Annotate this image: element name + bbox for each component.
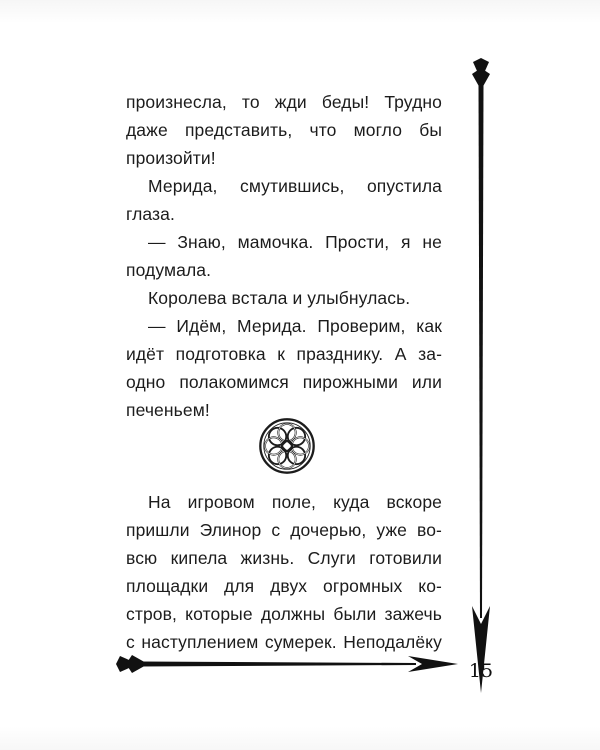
text-line: На игровом поле, куда вскоре bbox=[148, 492, 442, 512]
text-line: произойти! bbox=[126, 148, 216, 168]
paragraph bbox=[126, 312, 442, 424]
text-line: — Идём, Мерида. Проверим, как bbox=[148, 316, 442, 336]
bleed-through-bottom bbox=[0, 726, 600, 750]
paragraph bbox=[126, 228, 442, 284]
text-line: стров, которые должны были зажечь bbox=[126, 604, 442, 624]
text-block-top bbox=[126, 88, 442, 424]
paragraph bbox=[126, 284, 442, 312]
paragraph bbox=[126, 172, 442, 228]
text-line: печеньем! bbox=[126, 400, 210, 420]
text-line: даже представить, что могло бы bbox=[126, 120, 442, 140]
page-number: 15 bbox=[468, 660, 494, 682]
arrow-vertical-icon bbox=[468, 58, 494, 693]
paragraph bbox=[126, 88, 442, 172]
text-line: — Знаю, мамочка. Прости, я не bbox=[148, 232, 442, 252]
text-block-bottom bbox=[126, 488, 442, 656]
bleed-through-top bbox=[0, 0, 600, 24]
arrow-horizontal-icon bbox=[116, 651, 458, 677]
celtic-knot-icon bbox=[258, 417, 316, 475]
text-line: произнесла, то жди беды! Трудно bbox=[126, 92, 442, 112]
text-line: Мерида, смутившись, опустила bbox=[148, 176, 442, 196]
text-line: Королева встала и улыбнулась. bbox=[148, 288, 411, 308]
text-line: пришли Элинор с дочерью, уже во- bbox=[126, 520, 442, 540]
paragraph bbox=[126, 488, 442, 656]
text-line: идёт подготовка к празднику. А за- bbox=[126, 344, 442, 364]
text-line: глаза. bbox=[126, 204, 175, 224]
text-line: одно полакомимся пирожными или bbox=[126, 372, 442, 392]
text-line: площадки для двух огромных ко- bbox=[126, 576, 442, 596]
text-line: подумала. bbox=[126, 260, 212, 280]
text-line: всю кипела жизнь. Слуги готовили bbox=[126, 548, 442, 568]
text-line: с наступлением сумерек. Неподалёку bbox=[126, 632, 442, 652]
